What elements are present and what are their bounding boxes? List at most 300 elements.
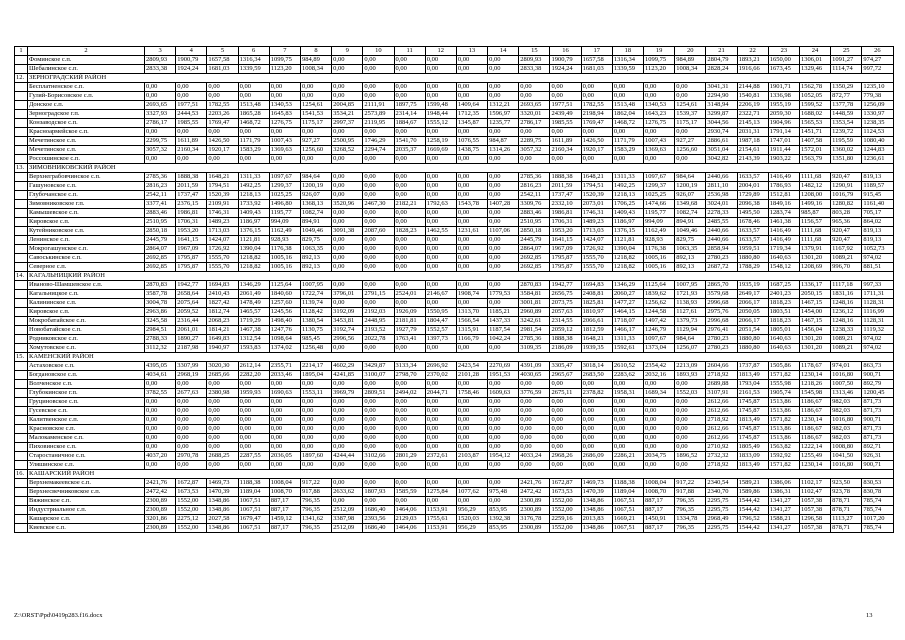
value-cell: 0,00 (675, 380, 706, 389)
value-cell: 1124,53 (862, 128, 893, 137)
value-cell: 1810,97 (581, 308, 612, 317)
value-cell: 1111,68 (799, 227, 830, 236)
value-cell: 1745,87 (737, 407, 768, 416)
value-cell: 1407,58 (799, 137, 830, 146)
value-cell: 1315,91 (456, 326, 487, 335)
value-cell: 917,88 (675, 488, 706, 497)
column-number: 18 (612, 47, 643, 56)
value-cell: 0,00 (332, 218, 363, 227)
value-cell: 2536,98 (706, 191, 737, 200)
value-cell: 0,00 (238, 461, 269, 470)
value-cell: 0,00 (332, 281, 363, 290)
value-cell: 0,00 (612, 425, 643, 434)
value-cell: 1239,72 (831, 128, 862, 137)
value-cell: 0,00 (456, 218, 487, 227)
value-cell: 1489,23 (581, 218, 612, 227)
column-number: 1 (15, 47, 28, 56)
value-cell: 1156,57 (799, 218, 830, 227)
row-number-cell (15, 326, 28, 335)
value-cell: 1256,60 (675, 146, 706, 155)
value-cell: 1825,81 (581, 299, 612, 308)
value-cell: 2295,75 (706, 524, 737, 533)
value-cell: 1123,20 (644, 65, 675, 74)
value-cell: 2295,75 (706, 506, 737, 515)
value-cell: 1138,93 (675, 299, 706, 308)
value-cell: 1583,29 (612, 146, 643, 155)
value-cell: 0,00 (488, 299, 519, 308)
settlement-name: Мечетинское с.п. (28, 137, 145, 146)
value-cell: 1218,82 (612, 254, 643, 263)
value-cell: 1541,70 (394, 137, 425, 146)
value-cell: 0,00 (394, 407, 425, 416)
value-cell: 1123,20 (269, 65, 300, 74)
value-cell: 1256,60 (300, 146, 331, 155)
value-cell: 887,17 (644, 497, 675, 506)
table-row (15, 506, 894, 515)
value-cell: 1186,97 (612, 218, 643, 227)
value-cell: 1985,55 (176, 119, 207, 128)
value-cell: 3429,87 (363, 362, 394, 371)
value-cell: 1839,62 (644, 290, 675, 299)
value-cell: 3796,01 (332, 290, 363, 299)
value-cell: 0,00 (332, 182, 363, 191)
value-cell: 2011,59 (176, 182, 207, 191)
value-cell: 1903,22 (768, 155, 799, 164)
value-cell: 0,00 (238, 443, 269, 452)
value-cell: 920,47 (831, 173, 862, 182)
table-row (15, 371, 894, 380)
value-cell: 1208,69 (799, 263, 830, 272)
value-cell: 1555,12 (425, 119, 456, 128)
value-cell: 0,00 (145, 155, 176, 164)
value-cell: 2440,66 (706, 173, 737, 182)
value-cell: 0,00 (207, 461, 238, 470)
value-cell: 1958,31 (612, 389, 643, 398)
value-cell: 2282,20 (238, 371, 269, 380)
row-number-cell (15, 65, 28, 74)
value-cell: 0,00 (581, 128, 612, 137)
value-cell: 1977,51 (176, 101, 207, 110)
value-cell: 1694,83 (207, 281, 238, 290)
value-cell: 0,00 (269, 461, 300, 470)
value-cell: 1711,31 (862, 290, 893, 299)
value-cell: 0,00 (456, 299, 487, 308)
value-cell: 1350,29 (831, 83, 862, 92)
value-cell: 0,00 (519, 83, 550, 92)
value-cell: 1392,38 (488, 515, 519, 524)
value-cell: 2612,66 (706, 434, 737, 443)
value-cell: 0,00 (612, 83, 643, 92)
value-cell: 1791,14 (768, 128, 799, 137)
value-cell: 3020,30 (207, 362, 238, 371)
value-cell: 2259,16 (550, 515, 581, 524)
value-cell: 1099,75 (644, 56, 675, 65)
value-cell: 0,00 (550, 155, 581, 164)
value-cell: 1951,53 (488, 371, 519, 380)
value-cell: 1786,93 (768, 182, 799, 191)
value-cell: 1541,53 (300, 110, 331, 119)
value-cell: 1926,09 (394, 308, 425, 317)
column-number: 5 (207, 47, 238, 56)
table-row (15, 434, 894, 443)
value-cell: 1218,13 (612, 191, 643, 200)
value-cell: 1256,07 (675, 344, 706, 353)
column-number: 9 (332, 47, 363, 56)
value-cell: 2850,18 (145, 227, 176, 236)
value-cell: 0,00 (644, 416, 675, 425)
value-cell: 0,00 (425, 182, 456, 191)
value-cell: 1311,33 (612, 173, 643, 182)
value-cell: 1176,38 (269, 245, 300, 254)
value-cell: 1339,59 (238, 65, 269, 74)
value-cell: 1351,80 (831, 155, 862, 164)
settlement-name: Зерноградское г.п. (28, 110, 145, 119)
value-cell: 2612,66 (706, 425, 737, 434)
value-cell: 0,00 (300, 425, 331, 434)
value-cell: 1745,87 (737, 434, 768, 443)
value-cell: 0,00 (269, 425, 300, 434)
value-cell: 0,00 (488, 434, 519, 443)
value-cell: 0,00 (612, 380, 643, 389)
value-cell: 1255,49 (799, 452, 830, 461)
value-cell: 3018,14 (581, 362, 612, 371)
value-cell: 1565,53 (799, 119, 830, 128)
value-cell: 1175,17 (300, 119, 331, 128)
value-cell: 2294,74 (363, 146, 394, 155)
value-cell: 0,00 (488, 155, 519, 164)
table-row (15, 524, 894, 533)
value-cell: 0,00 (456, 344, 487, 353)
value-cell: 3782,55 (145, 389, 176, 398)
value-cell: 0,00 (332, 425, 363, 434)
value-cell: 785,74 (862, 506, 893, 515)
value-cell: 0,00 (675, 155, 706, 164)
value-cell: 1299,37 (644, 182, 675, 191)
value-cell: 0,00 (425, 128, 456, 137)
value-cell: 2144,88 (737, 83, 768, 92)
value-cell: 2786,17 (519, 119, 550, 128)
value-cell: 1007,95 (300, 281, 331, 290)
value-cell: 1719,34 (768, 245, 799, 254)
value-cell: 1238,33 (831, 326, 862, 335)
row-number-cell (15, 119, 28, 128)
value-cell: 0,00 (332, 479, 363, 488)
value-cell: 1552,00 (176, 524, 207, 533)
value-cell: 0,00 (394, 92, 425, 101)
value-cell: 1189,04 (238, 488, 269, 497)
value-cell: 1640,63 (768, 335, 799, 344)
value-cell: 1254,61 (675, 101, 706, 110)
value-cell: 3299,87 (706, 110, 737, 119)
value-cell: 1959,51 (737, 245, 768, 254)
value-cell: 994,09 (644, 218, 675, 227)
row-number-cell (15, 380, 28, 389)
value-cell: 1119,32 (862, 326, 893, 335)
value-cell: 0,00 (488, 461, 519, 470)
value-cell: 4391,09 (519, 362, 550, 371)
district-name: КАГАЛЬНИЦКИЙ РАЙОН (28, 272, 894, 281)
column-number: 20 (675, 47, 706, 56)
row-number-cell (15, 83, 28, 92)
value-cell: 2027,58 (207, 515, 238, 524)
value-cell: 1599,52 (799, 101, 830, 110)
value-cell: 2780,23 (706, 344, 737, 353)
value-cell: 1222,14 (799, 443, 830, 452)
value-cell: 0,00 (332, 416, 363, 425)
value-cell: 1437,33 (488, 317, 519, 326)
table-row (15, 398, 894, 407)
value-cell: 1080,40 (862, 137, 893, 146)
value-cell: 0,00 (456, 92, 487, 101)
value-cell: 0,00 (332, 380, 363, 389)
row-number-cell (15, 137, 28, 146)
value-cell: 2785,36 (145, 173, 176, 182)
value-cell: 3587,78 (145, 290, 176, 299)
value-cell: 0,00 (488, 344, 519, 353)
value-cell: 0,00 (332, 299, 363, 308)
value-cell: 1301,20 (799, 344, 830, 353)
value-cell: 0,00 (550, 461, 581, 470)
value-cell: 927,27 (675, 137, 706, 146)
value-cell: 4030,65 (519, 371, 550, 380)
value-cell: 0,00 (363, 245, 394, 254)
value-cell: 1520,39 (207, 191, 238, 200)
value-cell: 2355,71 (269, 362, 300, 371)
column-number: 17 (581, 47, 612, 56)
value-cell: 2031,31 (737, 128, 768, 137)
value-cell: 3776,59 (519, 389, 550, 398)
page-number: 13 (866, 612, 873, 619)
value-cell: 1097,67 (644, 173, 675, 182)
value-cell: 819,13 (862, 227, 893, 236)
value-cell: 1176,38 (644, 245, 675, 254)
value-cell: 2692,85 (145, 263, 176, 272)
value-cell: 1478,49 (238, 299, 269, 308)
value-cell: 1862,04 (612, 110, 643, 119)
district-name: КАМЕНСКИЙ РАЙОН (28, 353, 894, 362)
value-cell: 779,38 (862, 92, 893, 101)
value-cell: 923,50 (831, 479, 862, 488)
value-cell: 3534,21 (332, 110, 363, 119)
value-cell: 887,17 (269, 497, 300, 506)
value-cell: 1283,74 (768, 209, 799, 218)
value-cell: 2278,33 (706, 209, 737, 218)
value-cell: 2996,68 (706, 299, 737, 308)
value-cell: 829,75 (675, 236, 706, 245)
value-cell: 0,00 (363, 83, 394, 92)
value-cell: 1230,14 (799, 461, 830, 470)
value-cell: 1713,03 (207, 227, 238, 236)
value-cell: 0,00 (550, 398, 581, 407)
row-number-cell (15, 461, 28, 470)
value-cell: 1763,41 (394, 335, 425, 344)
value-cell: 0,00 (456, 425, 487, 434)
value-cell: 887,17 (269, 506, 300, 515)
value-cell: 0,00 (581, 443, 612, 452)
value-cell: 2864,07 (145, 245, 176, 254)
value-cell: 0,00 (300, 128, 331, 137)
value-cell: 2066,17 (737, 317, 768, 326)
value-cell: 2485,55 (706, 218, 737, 227)
value-cell: 1649,83 (207, 335, 238, 344)
value-cell: 1330,97 (862, 110, 893, 119)
value-cell: 1374,02 (269, 344, 300, 353)
value-cell: 1016,80 (831, 371, 862, 380)
value-cell: 0,00 (145, 461, 176, 470)
value-cell: 3176,78 (519, 515, 550, 524)
value-cell: 1346,29 (238, 281, 269, 290)
value-cell: 0,00 (675, 434, 706, 443)
row-number-cell (15, 398, 28, 407)
value-cell: 1513,86 (768, 398, 799, 407)
value-cell: 2833,38 (145, 65, 176, 74)
value-cell: 1345,87 (456, 119, 487, 128)
value-cell: 0,00 (644, 380, 675, 389)
value-cell: 2421,76 (145, 479, 176, 488)
value-cell: 1188,38 (612, 479, 643, 488)
value-cell: 1341,27 (768, 497, 799, 506)
value-cell: 1097,67 (269, 173, 300, 182)
value-cell: 1369,63 (644, 146, 675, 155)
value-cell: 1563,82 (768, 443, 799, 452)
value-cell: 796,35 (300, 524, 331, 533)
value-cell: 1099,75 (269, 56, 300, 65)
value-cell: 1008,34 (675, 65, 706, 74)
value-cell: 1746,31 (207, 209, 238, 218)
value-cell: 1102,47 (799, 488, 830, 497)
value-cell: 1121,81 (238, 236, 269, 245)
value-cell: 1005,16 (269, 263, 300, 272)
value-cell: 974,02 (862, 344, 893, 353)
value-cell: 0,00 (145, 407, 176, 416)
value-cell: 1007,43 (644, 137, 675, 146)
value-cell: 2687,72 (706, 263, 737, 272)
value-cell: 2865,70 (706, 281, 737, 290)
column-number: 4 (176, 47, 207, 56)
value-cell: 1258,19 (425, 137, 456, 146)
value-cell: 1916,66 (737, 65, 768, 74)
value-cell: 1082,74 (300, 209, 331, 218)
value-cell: 0,00 (644, 407, 675, 416)
row-number-cell (15, 56, 28, 65)
value-cell: 1805,49 (737, 443, 768, 452)
value-cell: 1049,46 (675, 227, 706, 236)
value-cell: 2975,76 (706, 308, 737, 317)
value-cell: 1257,60 (269, 299, 300, 308)
column-number: 10 (363, 47, 394, 56)
table-row (15, 137, 894, 146)
value-cell: 0,00 (176, 416, 207, 425)
value-cell: 1513,48 (238, 101, 269, 110)
value-cell: 1729,89 (737, 191, 768, 200)
value-cell: 1195,77 (269, 209, 300, 218)
value-cell: 2710,92 (706, 443, 737, 452)
value-cell: 0,00 (332, 461, 363, 470)
value-cell: 1468,72 (612, 119, 643, 128)
value-cell: 2512,09 (332, 524, 363, 533)
value-cell: 3453,81 (332, 317, 363, 326)
value-cell: 2299,75 (145, 137, 176, 146)
value-cell: 1589,21 (737, 479, 768, 488)
value-cell: 1746,31 (581, 209, 612, 218)
table-row (15, 254, 894, 263)
value-cell: 1758,46 (456, 389, 487, 398)
value-cell: 2408,81 (581, 290, 612, 299)
value-cell: 1596,97 (488, 110, 519, 119)
column-number: 26 (862, 47, 893, 56)
value-cell: 0,00 (456, 479, 487, 488)
value-cell: 0,00 (332, 209, 363, 218)
section-number: 14. (15, 272, 28, 281)
value-cell: 2692,85 (145, 254, 176, 263)
value-cell: 1424,07 (581, 236, 612, 245)
value-cell: 956,29 (456, 506, 487, 515)
value-cell: 1067,51 (238, 497, 269, 506)
value-cell: 1186,97 (238, 218, 269, 227)
value-cell: 0,00 (456, 497, 487, 506)
value-cell: 796,35 (675, 497, 706, 506)
value-cell: 0,00 (612, 155, 643, 164)
value-cell: 1648,21 (581, 173, 612, 182)
value-cell: 2059,12 (550, 326, 581, 335)
value-cell: 0,00 (488, 92, 519, 101)
column-number: 2 (28, 47, 145, 56)
value-cell: 0,00 (363, 209, 394, 218)
value-cell: 1125,64 (269, 281, 300, 290)
row-number-cell (15, 425, 28, 434)
value-cell: 1592,92 (768, 452, 799, 461)
value-cell: 2161,53 (737, 389, 768, 398)
district-name: КАШАРСКИЙ РАЙОН (28, 470, 894, 479)
value-cell: 1208,00 (799, 191, 830, 200)
value-cell: 0,00 (425, 407, 456, 416)
value-cell: 1230,14 (799, 416, 830, 425)
value-cell: 0,00 (363, 407, 394, 416)
value-cell: 2604,66 (706, 362, 737, 371)
value-cell: 1316,34 (612, 56, 643, 65)
value-cell: 2050,15 (799, 290, 830, 299)
value-cell: 0,00 (644, 398, 675, 407)
row-number-cell (15, 209, 28, 218)
value-cell: 0,00 (332, 128, 363, 137)
column-number: 24 (799, 47, 830, 56)
value-cell: 0,00 (425, 299, 456, 308)
district-name: ЗИМОВНИКОВСКИЙ РАЙОН (28, 164, 894, 173)
value-cell: 1828,23 (394, 227, 425, 236)
value-cell: 0,00 (550, 380, 581, 389)
value-cell: 0,00 (394, 263, 425, 272)
value-cell: 0,00 (238, 398, 269, 407)
value-cell: 2472,42 (519, 488, 550, 497)
value-cell: 1745,87 (737, 425, 768, 434)
value-cell: 1185,21 (488, 308, 519, 317)
value-cell: 1107,06 (488, 227, 519, 236)
row-number-cell (15, 146, 28, 155)
value-cell: 1076,55 (456, 137, 487, 146)
settlement-name: Мечетинское с.п. (28, 146, 145, 155)
value-cell: 0,00 (394, 218, 425, 227)
value-cell: 2186,09 (550, 344, 581, 353)
row-number-cell (15, 362, 28, 371)
row-number-cell (15, 335, 28, 344)
value-cell: 1888,38 (550, 173, 581, 182)
settlement-name: Красноармейское с.п. (28, 128, 145, 137)
value-cell: 2968,49 (706, 515, 737, 524)
value-cell: 0,00 (581, 416, 612, 425)
value-cell: 974,01 (831, 362, 862, 371)
value-cell: 0,00 (456, 128, 487, 137)
value-cell: 1379,91 (799, 245, 830, 254)
